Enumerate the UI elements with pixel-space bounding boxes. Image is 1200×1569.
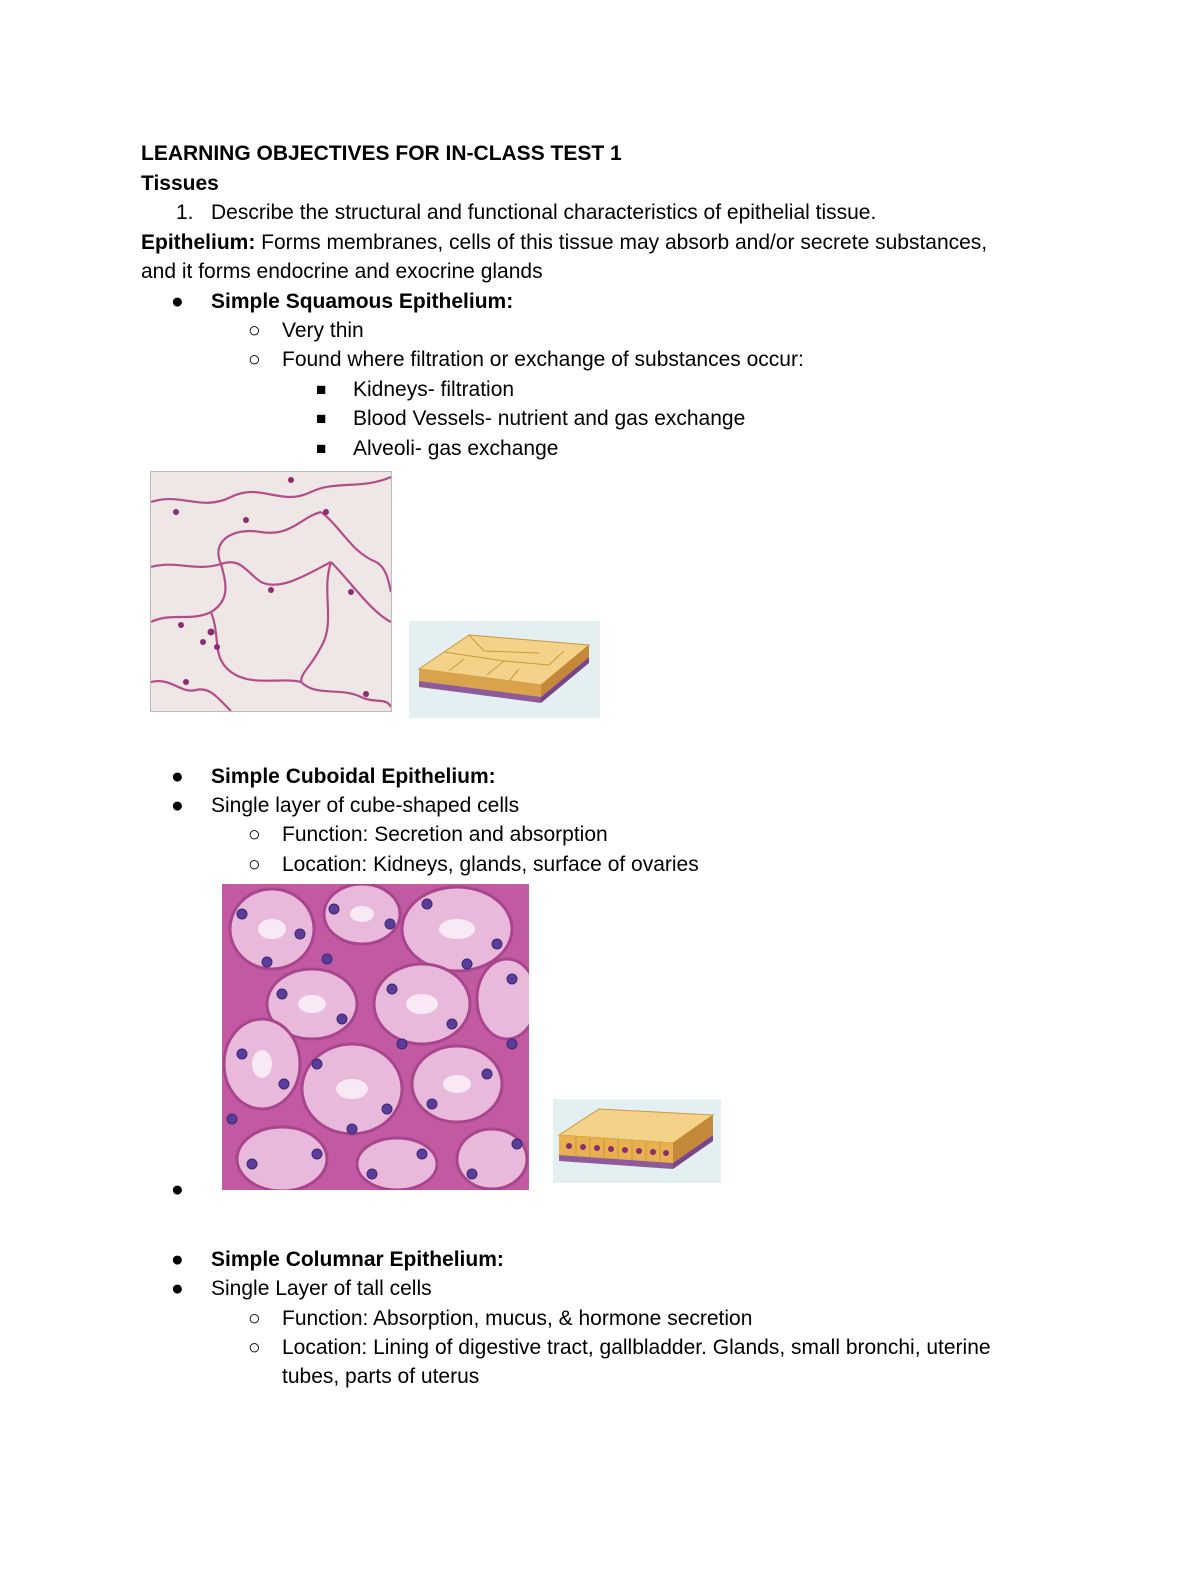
square-marker: ■ bbox=[316, 380, 327, 399]
cuboidal-summary: Single layer of cube-shaped cells bbox=[211, 794, 520, 817]
square-marker: ■ bbox=[316, 409, 327, 428]
square-marker: ■ bbox=[316, 439, 327, 458]
page-title: LEARNING OBJECTIVES FOR IN-CLASS TEST 1 bbox=[141, 142, 622, 165]
cuboidal-point: Location: Kidneys, glands, surface of ovaries bbox=[282, 853, 699, 876]
section-heading: Tissues bbox=[141, 172, 219, 195]
objective-text: Describe the structural and functional characteristics of epithelial tissue. bbox=[211, 201, 877, 224]
epithelium-text: Forms membranes, cells of this tissue may absorb and/or secrete substances, bbox=[255, 231, 988, 254]
epithelium-label: Epithelium: bbox=[141, 231, 256, 254]
epithelium-paragraph-line2: and it forms endocrine and exocrine glands bbox=[141, 260, 543, 283]
squamous-point: Very thin bbox=[282, 319, 364, 342]
cuboidal-diagram bbox=[553, 1099, 721, 1183]
bullet-marker: ● bbox=[171, 1178, 184, 1201]
circle-marker: ○ bbox=[248, 319, 261, 342]
squamous-subpoint: Kidneys- filtration bbox=[353, 378, 515, 401]
columnar-point: Location: Lining of digestive tract, gallbladder. Glands, small bronchi, uterine bbox=[282, 1336, 991, 1359]
bullet-marker: ● bbox=[171, 765, 184, 788]
bullet-marker: ● bbox=[171, 1248, 184, 1271]
squamous-point: Found where filtration or exchange of substances occur: bbox=[282, 348, 804, 371]
columnar-point-continued: tubes, parts of uterus bbox=[282, 1365, 480, 1388]
columnar-summary: Single Layer of tall cells bbox=[211, 1277, 432, 1300]
squamous-subpoint: Alveoli- gas exchange bbox=[353, 437, 559, 460]
cuboidal-micrograph bbox=[222, 884, 529, 1190]
bullet-marker: ● bbox=[171, 1277, 184, 1300]
cuboidal-heading: Simple Cuboidal Epithelium: bbox=[211, 765, 496, 788]
squamous-subpoint: Blood Vessels- nutrient and gas exchange bbox=[353, 407, 746, 430]
bullet-marker: ● bbox=[171, 290, 184, 313]
circle-marker: ○ bbox=[248, 823, 261, 846]
bullet-marker: ● bbox=[171, 794, 184, 817]
squamous-diagram bbox=[409, 621, 600, 718]
circle-marker: ○ bbox=[248, 853, 261, 876]
epithelium-paragraph-line1 bbox=[141, 228, 987, 257]
columnar-heading: Simple Columnar Epithelium: bbox=[211, 1248, 504, 1271]
circle-marker: ○ bbox=[248, 348, 261, 371]
cuboidal-point: Function: Secretion and absorption bbox=[282, 823, 608, 846]
squamous-micrograph bbox=[150, 471, 392, 712]
circle-marker: ○ bbox=[248, 1307, 261, 1330]
circle-marker: ○ bbox=[248, 1336, 261, 1359]
columnar-point: Function: Absorption, mucus, & hormone secretion bbox=[282, 1307, 753, 1330]
objective-number: 1. bbox=[176, 201, 194, 224]
squamous-heading: Simple Squamous Epithelium: bbox=[211, 290, 514, 313]
